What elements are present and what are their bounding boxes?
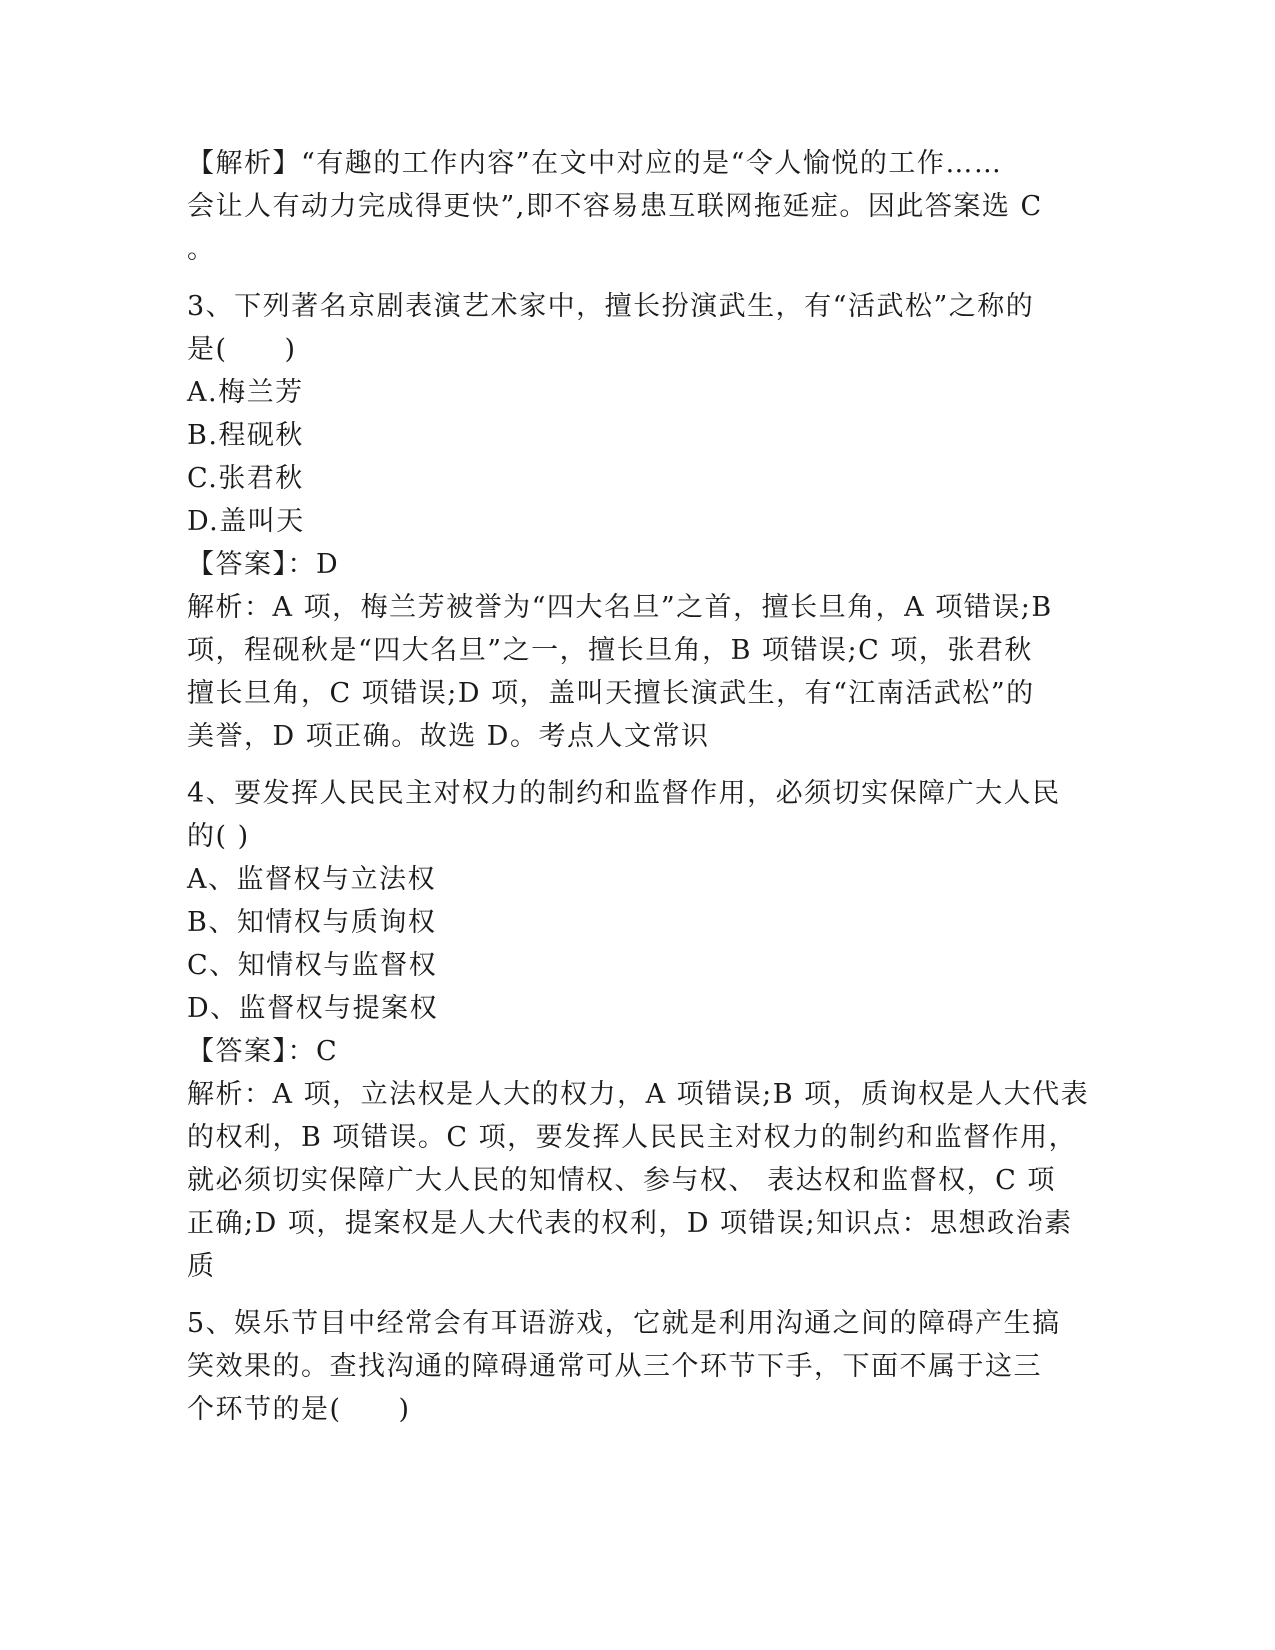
option-a: A、监督权与立法权 (187, 864, 436, 895)
option-b: B.程砚秋 (187, 420, 304, 451)
analysis-line: 解析：A 项，立法权是人大的权力，A 项错误;B 项，质询权是人大代表 (187, 1079, 1090, 1110)
analysis-line: 美誉，D 项正确。故选 D。考点人文常识 (187, 721, 710, 752)
question-3 (187, 285, 1087, 758)
analysis-line: 就必须切实保障广大人民的知情权、参与权、 表达权和监督权，C 项 (187, 1165, 1056, 1196)
analysis-q2 (187, 142, 1087, 271)
question-stem: 个环节的是( ) (187, 1394, 411, 1425)
analysis-line: 解析：A 项，梅兰芳被誉为“四大名旦”之首，擅长旦角，A 项错误;B (187, 592, 1053, 623)
question-stem: 是( ) (187, 334, 297, 365)
analysis-line: 正确;D 项，提案权是人大代表的权利，D 项错误;知识点：思想政治素 (187, 1208, 1073, 1239)
option-c: C.张君秋 (187, 463, 304, 494)
question-stem: 5、娱乐节目中经常会有耳语游戏，它就是利用沟通之间的障碍产生搞 (187, 1308, 1061, 1339)
analysis-line: 质 (187, 1251, 216, 1282)
analysis-line: 擅长旦角，C 项错误;D 项，盖叫天擅长演武生，有“江南活武松”的 (187, 678, 1035, 709)
option-d: D、监督权与提案权 (187, 993, 439, 1024)
analysis-line: 会让人有动力完成得更快”,即不容易患互联网拖延症。因此答案选 C (187, 191, 1043, 222)
question-stem: 笑效果的。查找沟通的障碍通常可从三个环节下手，下面不属于这三 (187, 1351, 1042, 1382)
question-stem: 的( ) (187, 821, 250, 852)
option-d: D.盖叫天 (187, 506, 305, 537)
analysis-line: 。 (187, 234, 216, 265)
answer: 【答案】：D (187, 549, 340, 580)
analysis-line: 【解析】“有趣的工作内容”在文中对应的是“令人愉悦的工作…… (187, 148, 1003, 179)
document-page (187, 142, 1090, 1431)
question-stem: 4、要发挥人民民主对权力的制约和监督作用，必须切实保障广大人民 (187, 778, 1061, 809)
question-5 (187, 1302, 1087, 1431)
option-a: A.梅兰芳 (187, 377, 304, 408)
analysis-line: 项，程砚秋是“四大名旦”之一，擅长旦角，B 项错误;C 项，张君秋 (187, 635, 1033, 666)
option-c: C、知情权与监督权 (187, 950, 438, 981)
answer: 【答案】：C (187, 1036, 339, 1067)
question-stem: 3、下列著名京剧表演艺术家中，擅长扮演武生，有“活武松”之称的 (187, 291, 1035, 322)
analysis-line: 的权利，B 项错误。C 项，要发挥人民民主对权力的制约和监督作用， (187, 1122, 1078, 1153)
option-b: B、知情权与质询权 (187, 907, 437, 938)
question-4 (187, 772, 1090, 1288)
